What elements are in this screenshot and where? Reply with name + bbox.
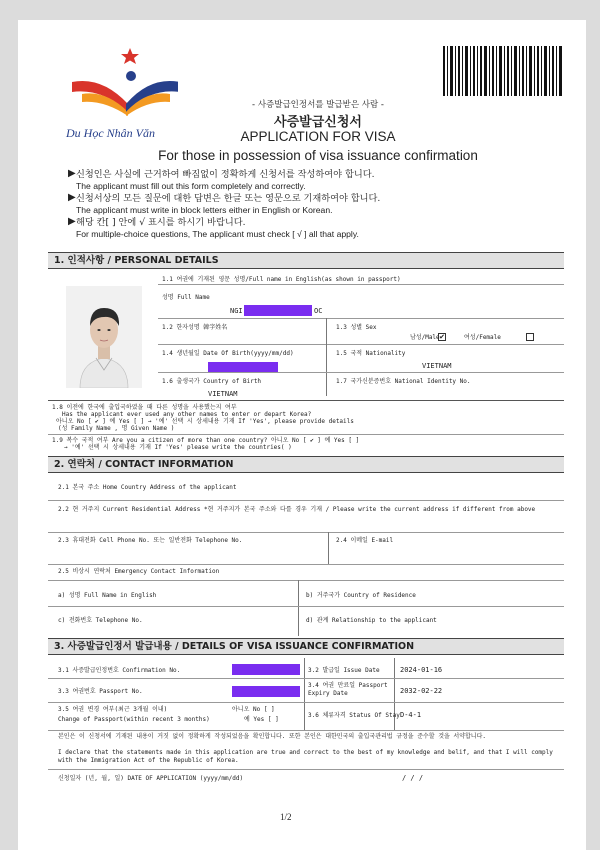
birth-country-label: 1.6 출생국가 Country of Birth	[162, 378, 262, 385]
female-label: 여성/Female	[464, 334, 501, 341]
email-label: 2.4 이메일 E-mail	[336, 537, 394, 544]
full-name-label: 성명 Full Name	[162, 294, 210, 301]
form-title-english: APPLICATION FOR VISA	[240, 129, 396, 144]
sex-label: 1.3 성별 Sex	[336, 324, 377, 331]
bullet-icon: ▶	[68, 168, 76, 179]
instruction-3-en: For multiple-choice questions, The applicant must check [ √ ] all that apply.	[76, 229, 359, 239]
brand-logo	[58, 42, 178, 152]
full-name-suffix: OC	[314, 307, 323, 315]
male-checkbox[interactable]: ✔	[439, 333, 445, 341]
nationality-value: VIETNAM	[422, 362, 452, 370]
cell-phone-label: 2.3 휴대전화 Cell Phone No. 또는 일반전화 Telephone No.	[58, 537, 243, 544]
home-address-label: 2.1 본국 주소 Home Country Address of the applicant	[58, 484, 237, 491]
bullet-icon: ▶	[68, 216, 76, 227]
form-title-korean: 사증발급신청서	[274, 115, 362, 130]
barcode-image	[443, 46, 563, 96]
confirmation-no-label: 3.1 사증발급인정번호 Confirmation No.	[58, 667, 181, 674]
bullet-icon: ▶	[68, 192, 76, 203]
male-label: 남성/Male	[410, 334, 440, 341]
english-name-label: 1.1 여권에 기재된 영문 성명/Full name in English(as shown in passport)	[162, 276, 401, 283]
other-names-question: 1.8 이전에 한국에 출입국하였을 때 다른 성명을 사용했는지 여부	[52, 404, 237, 411]
issue-date-value: 2024-01-16	[400, 666, 443, 674]
redacted-name	[244, 305, 312, 316]
birth-country-value: VIETNAM	[208, 390, 238, 398]
page-number: 1/2	[280, 812, 292, 822]
other-names-detail: (성 Family Name , 명 Given Name )	[58, 425, 175, 432]
passport-change-label-en: Change of Passport(within recent 3 months)	[58, 716, 210, 723]
brand-name: Du Học Nhân Văn	[66, 126, 155, 140]
status-of-stay-label: 3.6 체류자격 Status Of Stay	[308, 712, 400, 719]
emergency-relation-label: d) 관계 Relationship to the applicant	[306, 617, 437, 624]
national-id-label: 1.7 국가신분증번호 National Identity No.	[336, 378, 471, 385]
passport-no-label: 3.3 여권번호 Passport No.	[58, 688, 143, 695]
full-name-prefix: NGI	[230, 307, 243, 315]
dob-label: 1.4 생년월일 Date Of Birth(yyyy/mm/dd)	[162, 350, 294, 357]
visa-application-page	[18, 20, 586, 850]
redacted-confirmation-no	[232, 664, 300, 675]
passport-change-label: 3.5 여권 변경 여부(최근 3개월 이내)	[58, 706, 168, 713]
current-address-label: 2.2 현 거주지 Current Residential Address *현 거주지가 본국 주소와 다를 경우 기재 / Please write the current address if different from above	[58, 506, 536, 513]
other-names-answer[interactable]: 아니오 No [ ✔ ] 예 Yes [ ] → '예' 선택 시 상세내용 기재 If 'Yes', please provide details	[56, 418, 354, 425]
passport-change-no[interactable]: 아니오 No [ ]	[232, 706, 275, 713]
application-date-label: 신청일자 (년, 월, 일) DATE OF APPLICATION (yyyy/mm/dd)	[58, 775, 244, 782]
applicant-photo	[66, 286, 142, 388]
emergency-contact-label: 2.5 비상시 연락처 Emergency Contact Information	[58, 568, 220, 575]
emergency-phone-label: c) 전화번호 Telephone No.	[58, 617, 143, 624]
issue-date-label: 3.2 발급일 Issue Date	[308, 667, 380, 674]
other-names-question-en: Has the applicant ever used any other names to enter or depart Korea?	[62, 411, 312, 418]
female-checkbox[interactable]	[526, 333, 534, 341]
form-title-subtitle: For those in possession of visa issuance confirmation	[158, 148, 478, 163]
open-book-star-icon	[58, 42, 178, 122]
redacted-passport-no	[232, 686, 300, 697]
instruction-3-ko: 해당 칸[ ] 안에 √ 표시를 하시기 바랍니다.	[76, 217, 246, 228]
form-subtitle: - 사증발급인정서를 발급받은 사람 -	[252, 100, 384, 110]
section-visa-confirmation: 3. 사증발급인정서 발급내용 / DETAILS OF VISA ISSUANCE CONFIRMATION	[48, 638, 564, 655]
instruction-2-ko: 신청서상의 모든 질문에 대한 답변은 한글 또는 영문으로 기재하여야 합니다.	[76, 193, 381, 204]
instruction-1-en: The applicant must fill out this form completely and correctly.	[76, 181, 306, 191]
emergency-name-label: a) 성명 Full Name in English	[58, 592, 157, 599]
instruction-2-en: The applicant must write in block letters either in English or Korean.	[76, 205, 333, 215]
passport-change-yes[interactable]: 예 Yes [ ]	[244, 716, 279, 723]
chinese-name-label: 1.2 한자성명 韓字姓名	[162, 324, 228, 331]
multiple-citizenship-detail: → '예' 선택 시 상세내용 기재 If 'Yes' please write the countries( )	[64, 444, 292, 451]
multiple-citizenship-question[interactable]: 1.9 복수 국적 여부 Are you a citizen of more than one country? 아니오 No [ ✔ ] 예 Yes [ ]	[52, 437, 360, 444]
declaration-korean: 본인은 이 신청서에 기재된 내용이 거짓 없이 정확하게 작성되었음을 확인합니다. 또한 본인은 대한민국의 출입국관리법 규정을 준수할 것을 서약합니다.	[58, 733, 486, 740]
declaration-english: I declare that the statements made in this application are true and correct to the best of my knowledge and belif, and that I will comply with the Immigration Act of the Republic of Korea.	[58, 749, 553, 764]
application-date-slashes: / / /	[402, 774, 424, 782]
emergency-country-label: b) 거주국가 Country of Residence	[306, 592, 416, 599]
passport-expiry-label: 3.4 여권 만료일 Passport Expiry Date	[308, 682, 388, 697]
section-contact-information: 2. 연락처 / CONTACT INFORMATION	[48, 456, 564, 473]
section-personal-details: 1. 인적사항 / PERSONAL DETAILS	[48, 252, 564, 269]
passport-expiry-value: 2032-02-22	[400, 687, 443, 695]
status-of-stay-value: D-4-1	[400, 711, 422, 719]
nationality-label: 1.5 국적 Nationality	[336, 350, 406, 357]
instruction-1-ko: 신청인은 사실에 근거하여 빠짐없이 정확하게 신청서를 작성하여야 합니다.	[76, 169, 375, 180]
